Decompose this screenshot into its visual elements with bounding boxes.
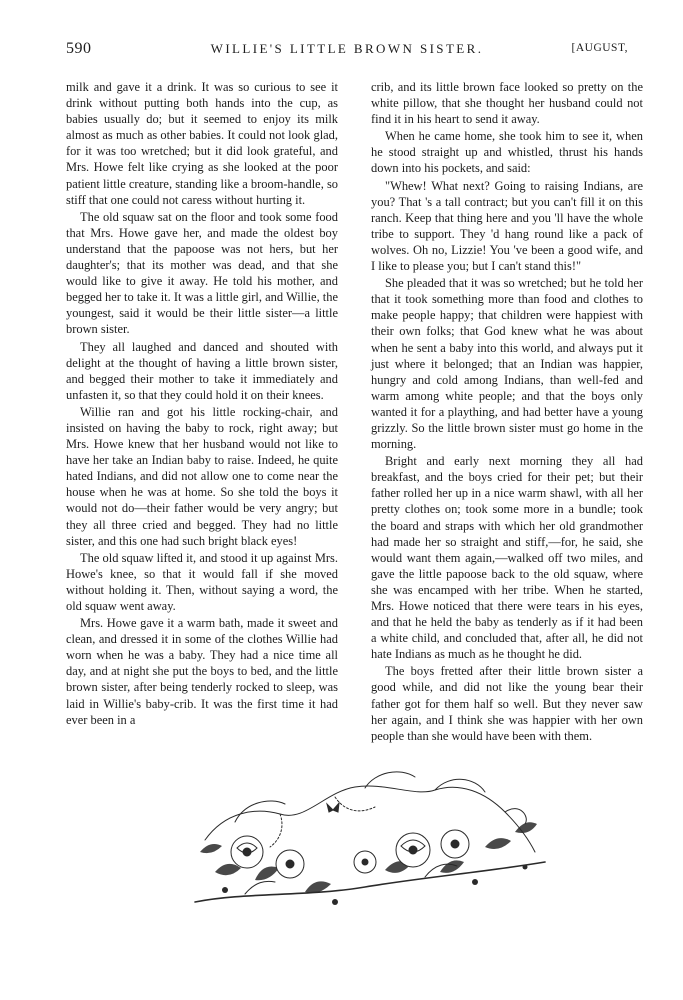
paragraph: Willie ran and got his little rocking-chair, and insisted on having the baby to rock, right away; but Mrs. Howe knew that her husband would not like to have her take an Indian baby to raise. Indeed, he quite hated Indians, and did not allow one to come near the house when he was at home. So she told the boys it would not do—their father would be very angry; but they all three cried and begged. They had no little sister, and this one had such bright black eyes! [66, 404, 338, 548]
running-title: WILLIE'S LITTLE BROWN SISTER. [210, 41, 484, 56]
paragraph: The old squaw lifted it, and stood it up against Mrs. Howe's knee, so that it would fall if she moved without holding it. Then, without saying a word, the old squaw went away. [66, 550, 338, 613]
paragraph: She pleaded that it was so wretched; but he told her that it took something more than food and clothes to make people happy; that children were happiest with their own folks; that God knew what he was about when he sent a baby into this world, and always put it just where it belonged; that an Indian was happier, hungry and cold among Indians, than well-fed and warm among white people; and that the boys only wanted it for a plaything, and had better have a young grizzly. So the little brown sister must go home in the morning. [371, 276, 643, 452]
left-text-column [66, 79, 338, 728]
floral-vignette-icon [185, 752, 555, 920]
paragraph: They all laughed and danced and shouted with delight at the thought of having a little brown sister, and begged their mother to take it immediately and unfasten it, so that they could hold it on their knees. [66, 339, 338, 402]
paragraph: When he came home, she took him to see it, when he stood straight up and whistled, thrust his hands down into his pockets, and said: [371, 129, 643, 176]
paragraph: Bright and early next morning they all had breakfast, and the boys cried for their pet; but their father rolled her up in a nice warm shawl, with all her pretty clothes on; took some more in a bundle; took the board and straps with which her old grandmother had made her so straight and stiff,—for, he said, she would want them again,—walked off two miles, and gave the little papoose back to the old squaw, where she was encamped with her tribe. When he started, Mrs. Howe noticed that there were tears in his eyes, and that he held the baby as tenderly as if it had been a white child, and concluded that, after all, he did not hate Indians as much as he thought he did. [371, 454, 643, 662]
page-header [66, 40, 628, 64]
paragraph: The old squaw sat on the floor and took some food that Mrs. Howe gave her, and made the oldest boy understand that the papoose was not hers, but her daughter's; that its mother was dead, and that she would like to give it away. He told his mother, and begged her to take it. It was a little girl, and Willie, the youngest, said it would be their little sister—a little brown sister. [66, 209, 338, 337]
paragraph: milk and gave it a drink. It was so curious to see it drink without putting both hands into the cup, as babies usually do; but it seemed to enjoy its milk almost as much as other babies. It could not look glad, for it was too wretched; but it did look grateful, and Mrs. Howe felt like crying as she looked at the poor patient little creature, standing like a broom-handle, so stiff that one could not caress without hurting it. [66, 80, 338, 207]
issue-month: [AUGUST, [571, 42, 628, 54]
paragraph: The boys fretted after their little brown sister a good while, and did not like the young bear their father got for them half so well. But they never saw her again, and I think she was happier with her own people than she would have been with them. [371, 664, 643, 743]
paragraph: Mrs. Howe gave it a warm bath, made it sweet and clean, and dressed it in some of the clothes Willie had worn when he was a baby. They had a nice time all day, and at night she put the boys to bed, and the little brown sister, after being tenderly rocked to sleep, was laid in Willie's baby-crib. It was the first time it had ever been in a [66, 616, 338, 727]
right-text-column [371, 79, 643, 744]
paragraph: crib, and its little brown face looked so pretty on the white pillow, that she thought her husband could not find it in his heart to send it away. [371, 80, 643, 127]
paragraph: "Whew! What next? Going to raising Indians, are you? That 's a tall contract; but you can't fill it on this ranch. Keep that thing here and you 'll have the whole tribe to support. They 'd hang round like a pack of wolves. Oh no, Lizzie! You 've been a good wife, and I like to please you; but I can't stand this!" [371, 178, 643, 274]
page-number: 590 [66, 40, 92, 57]
